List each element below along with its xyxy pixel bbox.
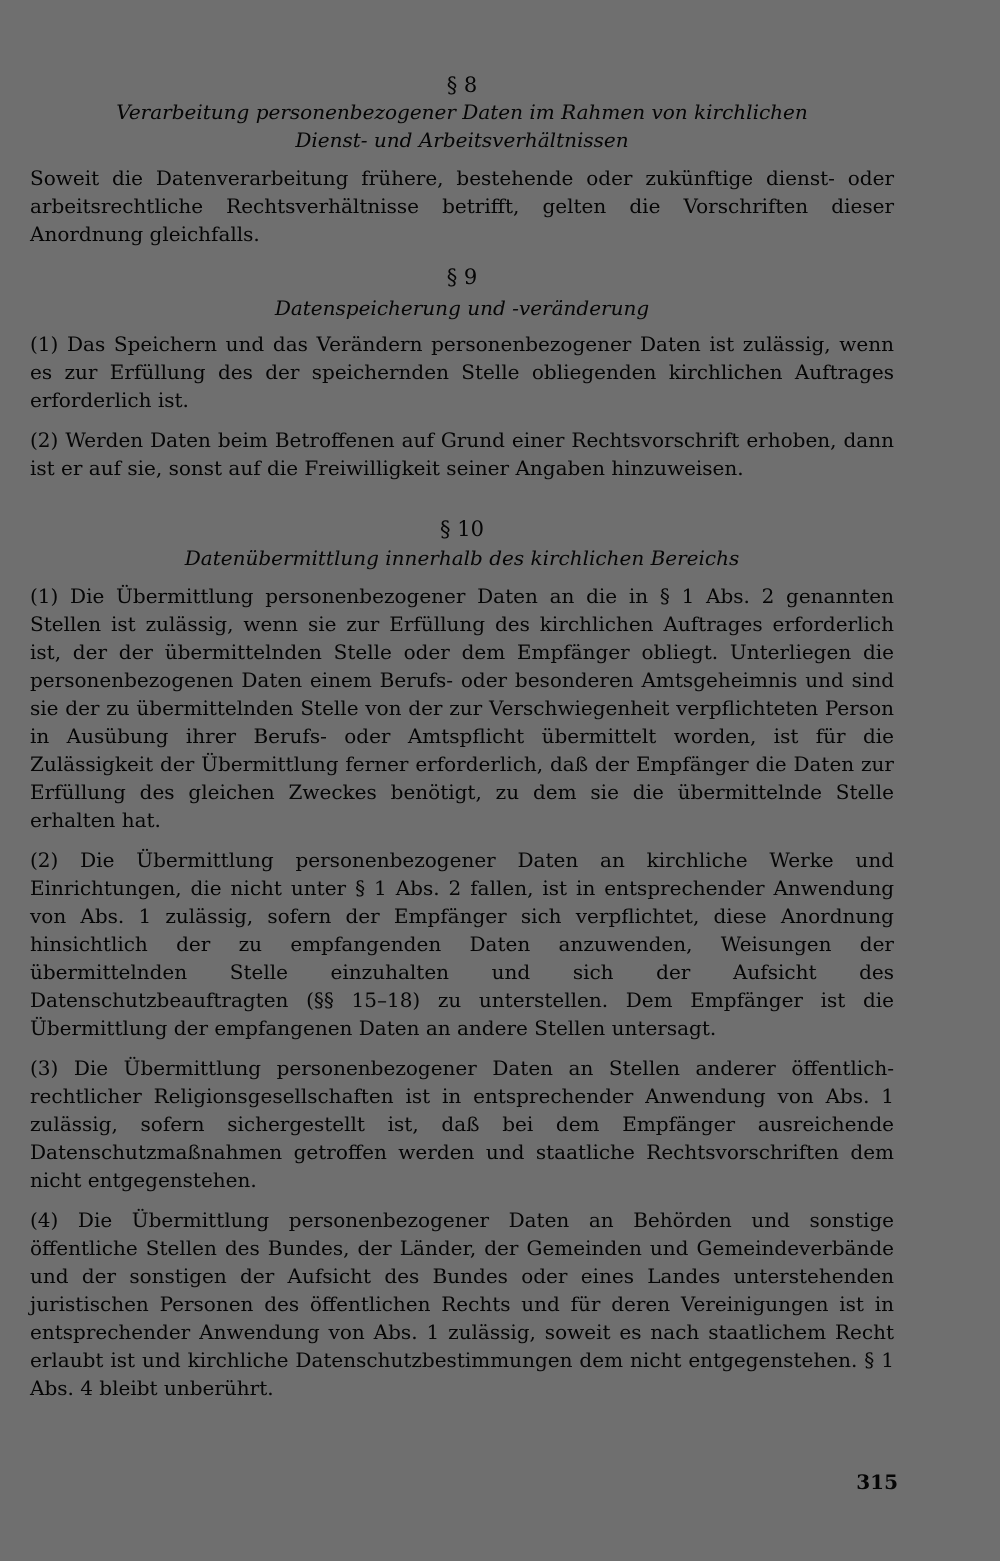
section-heading-line: Datenspeicherung und -veränderung xyxy=(274,296,650,320)
section-sign: § 10 xyxy=(440,517,484,541)
paragraph: (1) Die Übermittlung personenbezogener Daten an die in § 1 Abs. 2 genannten Stellen ist zulässig, wenn sie zur Erfüllung des kirchlichen Auftrages erforderlich ist, der der übermittelnden Stelle oder dem Empfänger obliegt. Unterliegen die personenbezogenen Daten einem Berufs- oder besonderen Amtsgeheimnis und sind sie der zu übermittelnden Stelle von der zur Verschwiegenheit verpflichteten Person in Ausübung ihrer Berufs- oder Amtspflicht übermittelt worden, ist für die Zulässigkeit der Übermittlung ferner erforderlich, daß der Empfänger die Daten zur Erfüllung des gleichen Zweckes benötigt, zu dem sie die übermittelnde Stelle erhalten hat. xyxy=(30,584,894,832)
section-sign: § 8 xyxy=(446,73,478,97)
paragraph: (2) Werden Daten beim Betroffenen auf Grund einer Rechtsvorschrift erhoben, dann ist er auf sie, sonst auf die Freiwilligkeit seiner Angaben hinzuweisen. xyxy=(30,428,894,480)
page-number: 315 xyxy=(856,1470,898,1494)
section-heading xyxy=(30,544,894,572)
section-sign: § 9 xyxy=(446,265,478,289)
document-page xyxy=(30,58,894,1402)
section-8 xyxy=(30,70,894,248)
section-9 xyxy=(30,262,894,482)
paragraph: (4) Die Übermittlung personenbezogener Daten an Behörden und sonstige öffentliche Stellen des Bundes, der Länder, der Gemeinden und Gemeindeverbände und der sonstigen der Aufsicht des Bundes oder eines Landes unterstehenden juristischen Personen des öffentlichen Rechts und für deren Vereinigungen ist in entsprechender Anwendung von Abs. 1 zulässig, soweit es nach staatlichem Recht erlaubt ist und kirchliche Datenschutzbestimmungen dem nicht entgegenstehen. § 1 Abs. 4 bleibt unberührt. xyxy=(30,1208,894,1400)
section-heading-line: Datenübermittlung innerhalb des kirchlichen Bereichs xyxy=(184,546,740,570)
section-10 xyxy=(30,514,894,1402)
section-heading-line: Verarbeitung personenbezogener Daten im Rahmen von kirchlichen xyxy=(116,100,808,124)
section-heading-line: Dienst- und Arbeitsverhältnissen xyxy=(295,128,629,152)
paragraph: Soweit die Datenverarbeitung frühere, bestehende oder zukünftige dienst- oder arbeitsrechtliche Rechtsverhältnisse betrifft, gelten die Vorschriften dieser Anordnung gleichfalls. xyxy=(30,166,894,246)
section-heading xyxy=(30,98,894,154)
paragraph: (3) Die Übermittlung personenbezogener Daten an Stellen anderer öffentlich-rechtlicher Religionsgesellschaften ist in entsprechender Anwendung von Abs. 1 zulässig, sofern sichergestellt ist, daß bei dem Empfänger ausreichende Datenschutzmaßnahmen getroffen werden und staatliche Rechtsvorschriften dem nicht entgegenstehen. xyxy=(30,1056,894,1192)
paragraph: (2) Die Übermittlung personenbezogener Daten an kirchliche Werke und Einrichtungen, die nicht unter § 1 Abs. 2 fallen, ist in entsprechender Anwendung von Abs. 1 zulässig, sofern der Empfänger sich verpflichtet, diese Anordnung hinsichtlich der zu empfangenden Daten anzuwenden, Weisungen der übermittelnden Stelle einzuhalten und sich der Aufsicht des Datenschutzbeauftragten (§§ 15–18) zu unterstellen. Dem Empfänger ist die Übermittlung der empfangenen Daten an andere Stellen untersagt. xyxy=(30,848,894,1040)
section-heading xyxy=(30,294,894,322)
paragraph: (1) Das Speichern und das Verändern personenbezogener Daten ist zulässig, wenn es zur Erfüllung des der speichernden Stelle obliegenden kirchlichen Auftrages erforderlich ist. xyxy=(30,332,894,412)
